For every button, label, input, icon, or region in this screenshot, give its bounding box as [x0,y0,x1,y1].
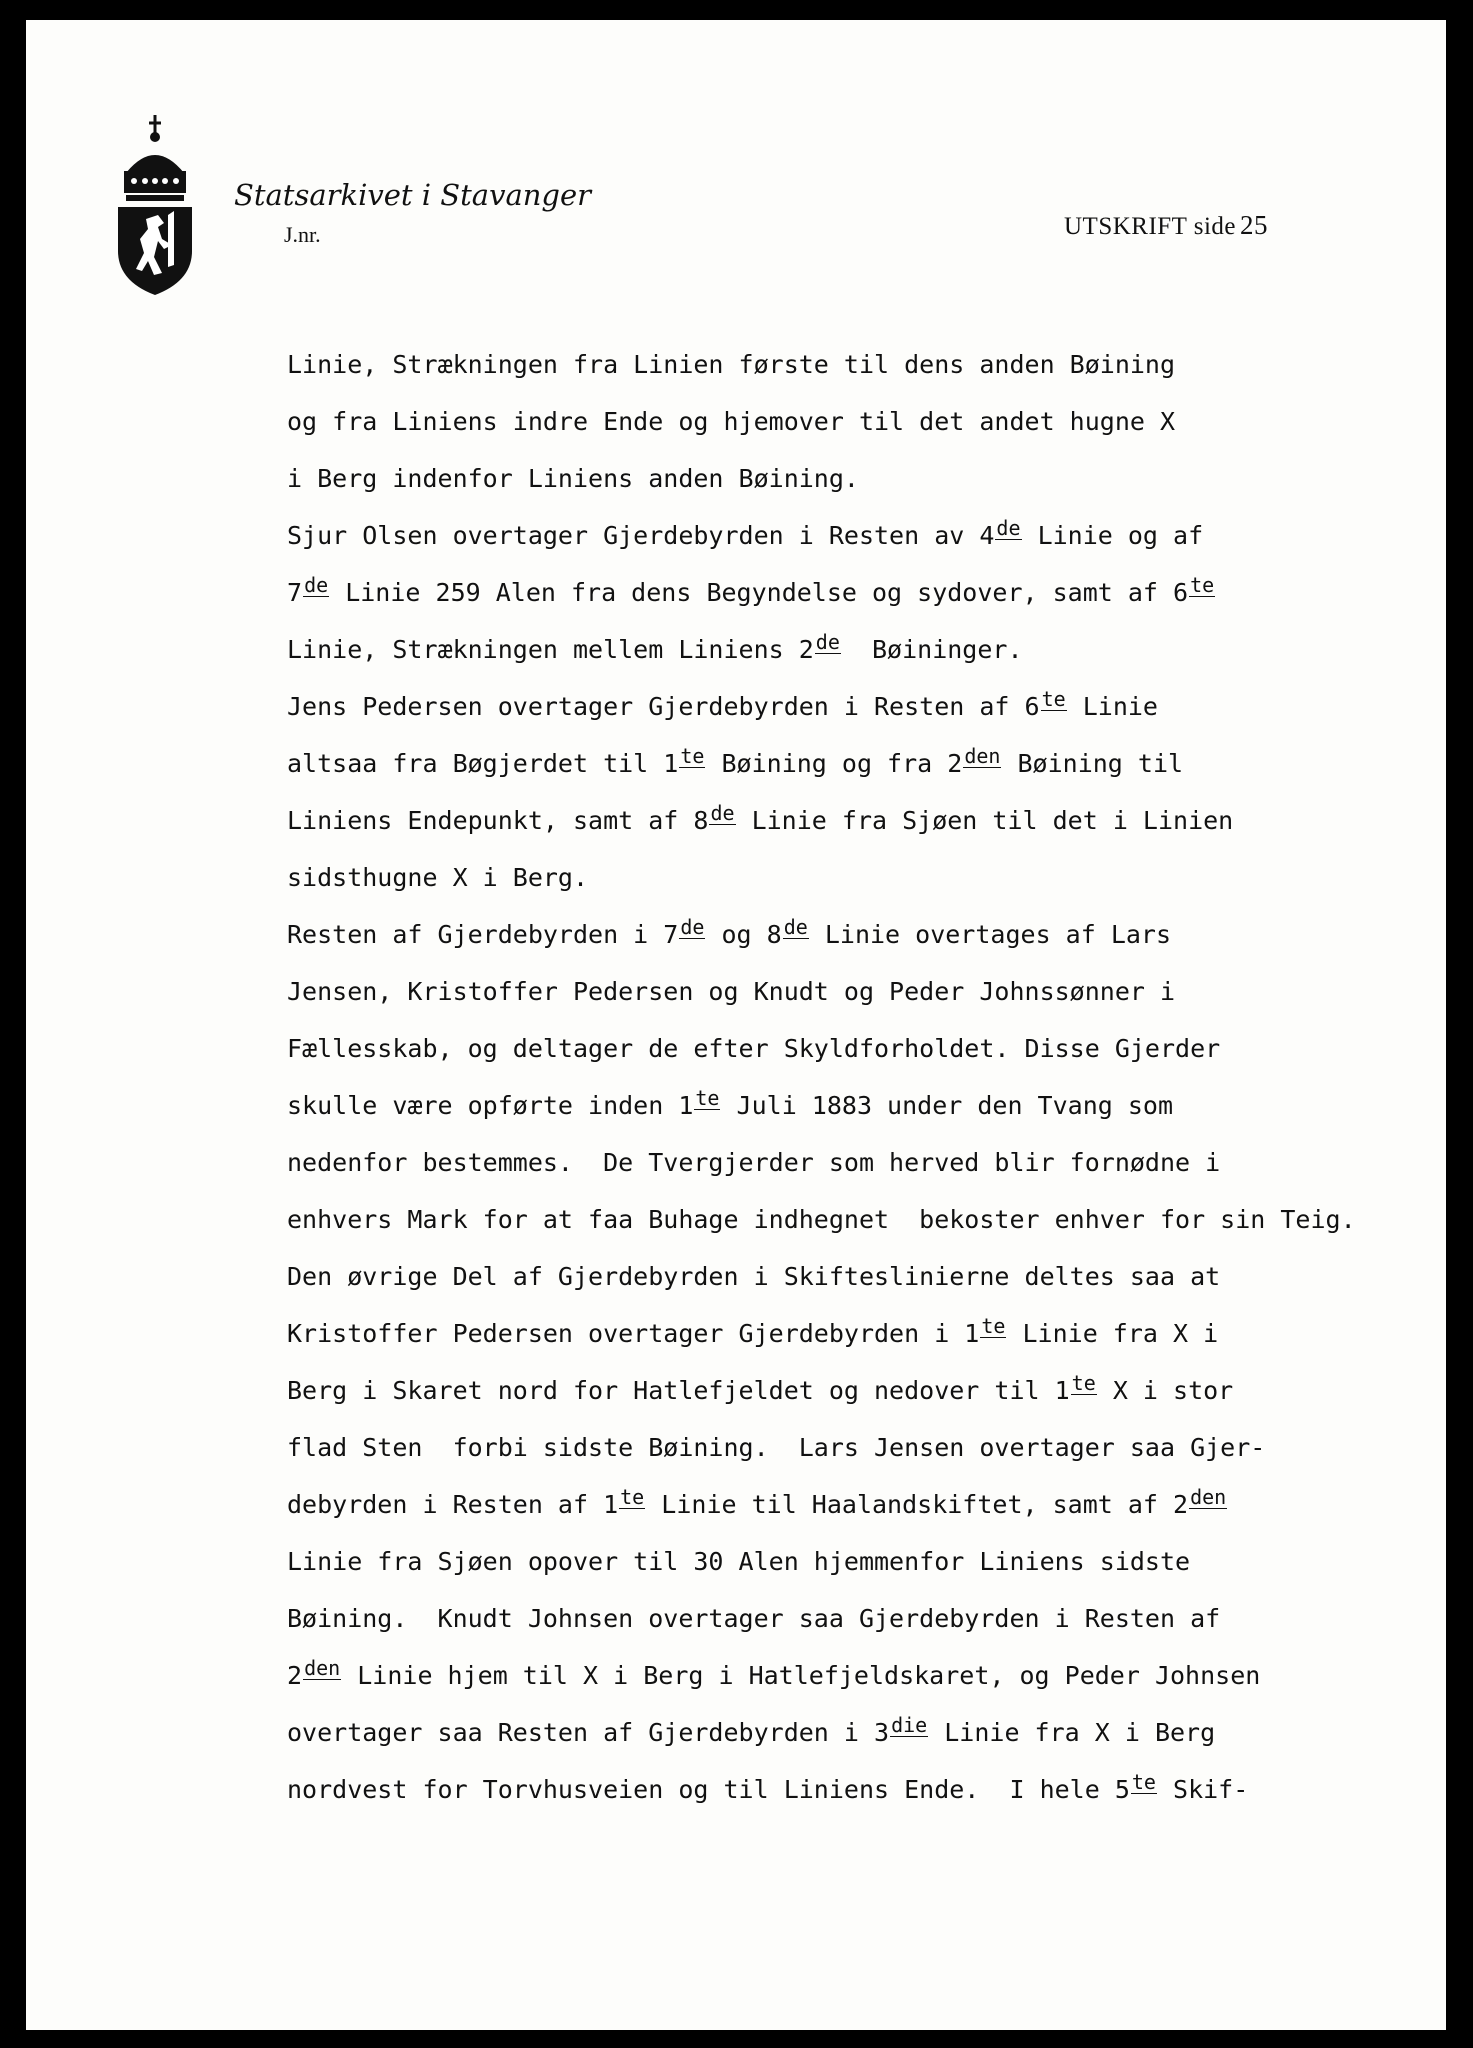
ordinal-superscript: de [304,573,329,597]
text-line [287,1476,1407,1533]
coat-of-arms-logo [114,115,196,295]
text-line [287,1590,1407,1647]
ordinal-superscript: te [620,1485,645,1509]
text-run: 2 [287,1661,303,1690]
text-run: Linie fra X i [1007,1319,1219,1348]
ordinal-superscript: de [815,630,840,654]
text-line [287,450,1407,507]
text-line [287,564,1407,621]
text-run: Bøininger. [841,635,1023,664]
text-run: Linie overtages af Lars [809,920,1172,949]
text-run: Linie og af [1022,521,1204,550]
text-line [287,1419,1407,1476]
ordinal-superscript: te [981,1314,1006,1338]
text-run: Linie fra Sjøen til det i Linien [736,806,1234,835]
text-line [287,1020,1407,1077]
utskrift-label: UTSKRIFT side [1064,213,1237,240]
text-run: Bøining til [1002,749,1184,778]
ordinal-superscript: de [783,915,808,939]
text-run: Fællesskab, og deltager de efter Skyldforholdet. Disse Gjerder [287,1034,1221,1063]
text-line [287,336,1407,393]
text-run: altsaa fra Bøgjerdet til 1 [287,749,679,778]
archive-name: Statsarkivet i Stavanger [234,178,592,212]
text-run: Linie 259 Alen fra dens Begyndelse og sydover, samt af 6 [330,578,1189,607]
text-run: Jens Pedersen overtager Gjerdebyrden i Resten af 6 [287,692,1040,721]
text-run: Linie hjem til X i Berg i Hatlefjeldskaret, og Peder Johnsen [342,1661,1261,1690]
page-number: 25 [1240,210,1269,240]
text-line [287,735,1407,792]
text-line [287,1704,1407,1761]
text-run: overtager saa Resten af Gjerdebyrden i 3 [287,1718,890,1747]
text-line [287,1533,1407,1590]
text-run: Linie fra Sjøen opover til 30 Alen hjemmenfor Liniens sidste [287,1547,1191,1576]
ordinal-superscript: den [1190,1485,1227,1509]
text-line [287,507,1407,564]
text-line [287,849,1407,906]
text-line [287,678,1407,735]
text-run: enhvers Mark for at faa Buhage indhegnet bekoster enhver for sin Teig. [287,1205,1356,1234]
text-line [287,1191,1407,1248]
text-run: Bøining. Knudt Johnsen overtager saa Gjerdebyrden i Resten af [287,1604,1221,1633]
text-run: Bøining og fra 2 [706,749,963,778]
ordinal-superscript: den [304,1656,341,1680]
ordinal-superscript: te [680,744,705,768]
text-line [287,1647,1407,1704]
text-run: Linie fra X i Berg [929,1718,1216,1747]
text-line [287,1362,1407,1419]
text-run: og fra Liniens indre Ende og hjemover til det andet hugne X [287,407,1176,436]
text-run: Jensen, Kristoffer Pedersen og Knudt og Peder Johnssønner i [287,977,1176,1006]
ordinal-superscript: te [695,1086,720,1110]
text-line [287,792,1407,849]
journal-number-label: J.nr. [284,222,321,247]
text-line [287,621,1407,678]
text-run: nedenfor bestemmes. De Tvergjerder som herved blir fornødne i [287,1148,1221,1177]
text-run: Linie til Haalandskiftet, samt af 2 [646,1490,1189,1519]
text-run: 7 [287,578,303,607]
text-run: sidsthugne X i Berg. [287,863,589,892]
ordinal-superscript: die [891,1713,928,1737]
text-run: Sjur Olsen overtager Gjerdebyrden i Resten av 4 [287,521,995,550]
text-line [287,1248,1407,1305]
text-run: nordvest for Torvhusveien og til Liniens Ende. I hele 5 [287,1775,1130,1804]
text-run: Den øvrige Del af Gjerdebyrden i Skifteslinierne deltes saa at [287,1262,1221,1291]
text-run: Skif- [1157,1775,1249,1804]
text-run: Juli 1883 under den Tvang som [721,1091,1174,1120]
ordinal-superscript: de [996,516,1021,540]
text-line [287,1761,1407,1818]
ordinal-superscript: te [1190,573,1215,597]
text-line [287,1134,1407,1191]
text-run: debyrden i Resten af 1 [287,1490,619,1519]
text-run: Berg i Skaret nord for Hatlefjeldet og nedover til 1 [287,1376,1070,1405]
page-header-utskrift [1064,210,1268,241]
ordinal-superscript: te [1071,1371,1096,1395]
document-sheet [26,20,1446,2030]
text-line [287,1305,1407,1362]
text-line [287,963,1407,1020]
text-run: og 8 [706,920,782,949]
text-run: Kristoffer Pedersen overtager Gjerdebyrden i 1 [287,1319,980,1348]
text-run: i Berg indenfor Liniens anden Bøining. [287,464,859,493]
text-run: skulle være opførte inden 1 [287,1091,694,1120]
ordinal-superscript: te [1131,1770,1156,1794]
text-run: Linie, Strækningen mellem Liniens 2 [287,635,814,664]
text-run: Linie [1067,692,1158,721]
ordinal-superscript: te [1041,687,1066,711]
text-line [287,393,1407,450]
ordinal-superscript: den [964,744,1001,768]
ordinal-superscript: de [680,915,705,939]
text-run: Linie, Strækningen fra Linien første til dens anden Bøining [287,350,1176,379]
ordinal-superscript: de [710,801,735,825]
text-run: X i stor [1097,1376,1234,1405]
text-run: Liniens Endepunkt, samt af 8 [287,806,709,835]
text-line [287,906,1407,963]
text-run: flad Sten forbi sidste Bøining. Lars Jensen overtager saa Gjer- [287,1433,1266,1462]
text-run: Resten af Gjerdebyrden i 7 [287,920,679,949]
text-line [287,1077,1407,1134]
transcript-body [287,336,1407,1818]
